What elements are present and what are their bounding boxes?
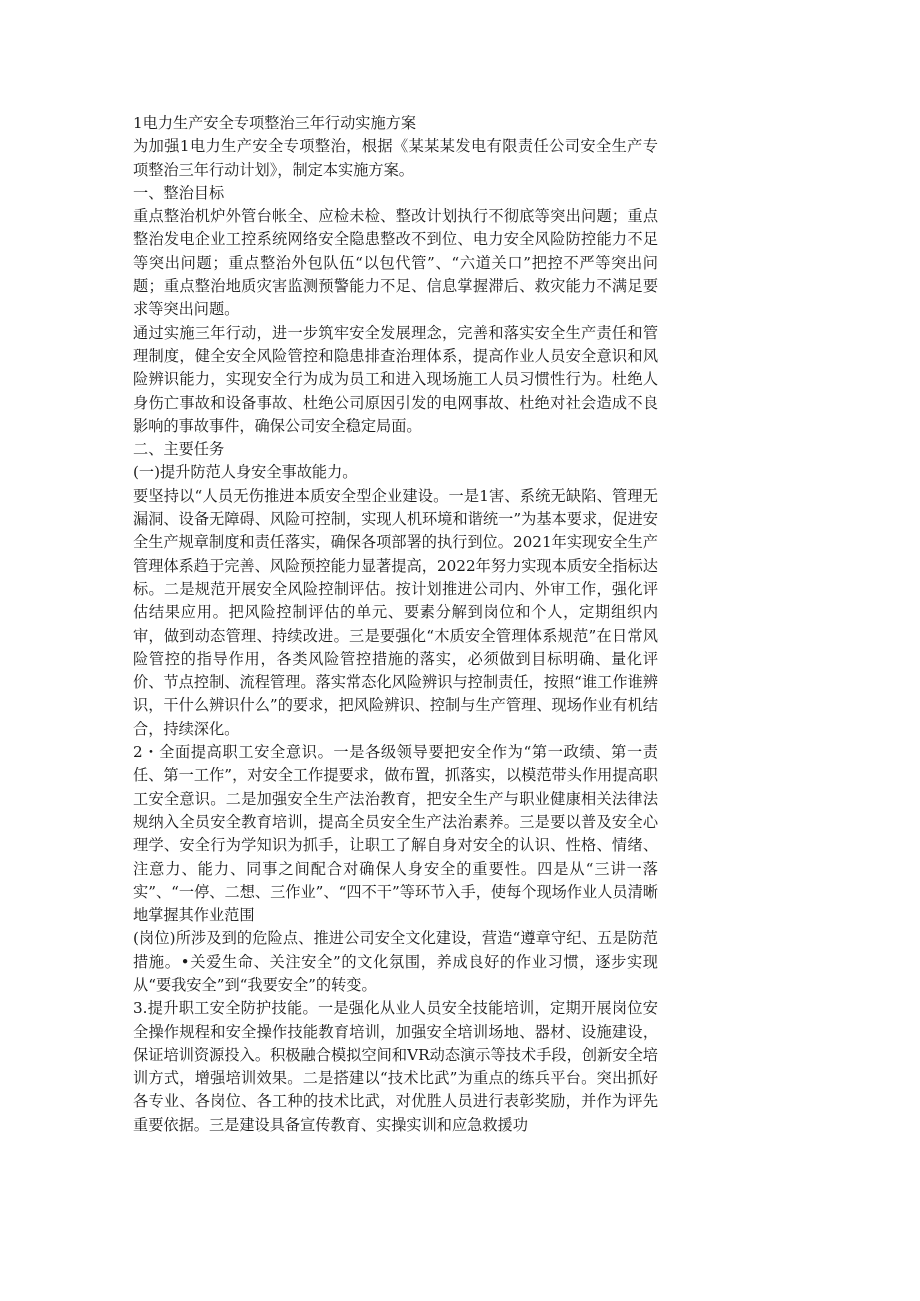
task-1-paragraph: 要坚持以“人员无伤推进本质安全型企业建设。一是1害、系统无缺陷、管理无漏洞、设备无障碍、风险可控制，实现人机环境和谐统一”为基本要求，促进安全生产规章制度和责任落实，确保各项部署的执行到位。2021年实现安全生产管理体系趋于完善、风险预控能力显著提高，2022年努力实现本质安全指标达标。二是规范开展安全风险控制评估。按计划推进公司内、外审工作，强化评估结果应用。把风险控制评估的单元、要素分解到岗位和个人，定期组织内审，做到动态管理、持续改进。三是要强化“木质安全管理体系规范”在日常风险管控的指导作用，各类风险管控措施的落实，必须做到目标明确、量化评价、节点控制、流程管理。落实常态化风险辨识与控制责任，按照“谁工作谁辨识，干什么辨识什么”的要求，把风险辨识、控制与生产管理、现场作业有机结合，持续深化。	[133, 486, 658, 738]
task-2-continuation: (岗位)所涉及到的危险点、推进公司安全文化建设，营造“遵章守纪、五是防范措施。•关爱生命、关注安全”的文化氛围，养成良好的作业习惯，逐步实现从“要我安全”到“我要安全”的转变。	[133, 929, 658, 994]
goals-paragraph-2: 通过实施三年行动，进一步筑牢安全发展理念，完善和落实安全生产责任和管理制度，健全安全风险管控和隐患排查治理体系，提高作业人员安全意识和风险辨识能力，实现安全行为成为员工和进入现场施工人员习惯性行为。杜绝人身伤亡事故和设备事故、杜绝公司原因引发的电网事故、杜绝对社会造成不良影响的事故事件，确保公司安全稳定局面。	[133, 323, 658, 435]
goals-paragraph-1: 重点整治机炉外管台帐全、应检未检、整改计划执行不彻底等突出问题；重点整治发电企业工控系统网络安全隐患整改不到位、电力安全风险防控能力不足等突出问题；重点整治外包队伍“以包代管”、“六道关口”把控不严等突出问题；重点整治地质灾害监测预警能力不足、信息掌握滞后、救灾能力不满足要求等突出问题。	[133, 207, 658, 319]
task-3-paragraph: 3.提升职工安全防护技能。一是强化从业人员安全技能培训，定期开展岗位安全操作规程和安全操作技能教育培训，加强安全培训场地、器材、设施建设，保证培训资源投入。积极融合模拟空间和VR动态演示等技术手段，创新安全培训方式，增强培训效果。二是搭建以“技术比武”为重点的练兵平台。突出抓好各专业、各岗位、各工种的技术比武，对优胜人员进行表彰奖励，并作为评先重要依据。三是建设具备宣传教育、实操实训和应急救援功	[133, 999, 658, 1134]
document-body	[133, 112, 658, 1137]
section-heading-goals: 一、整治目标	[133, 183, 225, 202]
intro-paragraph: 为加强1电力生产安全专项整治，根据《某某某发电有限责任公司安全生产专项整治三年行动计划》，制定本实施方案。	[133, 137, 658, 179]
task-2-paragraph: 2・全面提高职工安全意识。一是各级领导要把安全作为“第一政绩、第一责任、第一工作”，对安全工作提要求，做布置，抓落实，以模范带头作用提高职工安全意识。二是加强安全生产法治教育，把安全生产与职业健康相关法律法规纳入全员安全教育培训，提高全员安全生产法治素养。三是要以普及安全心理学、安全行为学知识为抓手，让职工了解自身对安全的认识、性格、情绪、注意力、能力、同事之间配合对确保人身安全的重要性。四是从“三讲一落实”、“一停、二想、三作业”、“四不干”等环节入手，使每个现场作业人员清晰地掌握其作业范围	[133, 743, 658, 925]
document-title: 1电力生产安全专项整治三年行动实施方案	[133, 114, 417, 132]
section-heading-tasks: 二、主要任务	[133, 440, 225, 459]
subsection-heading-1: (一)提升防范人身安全事故能力。	[133, 463, 358, 482]
